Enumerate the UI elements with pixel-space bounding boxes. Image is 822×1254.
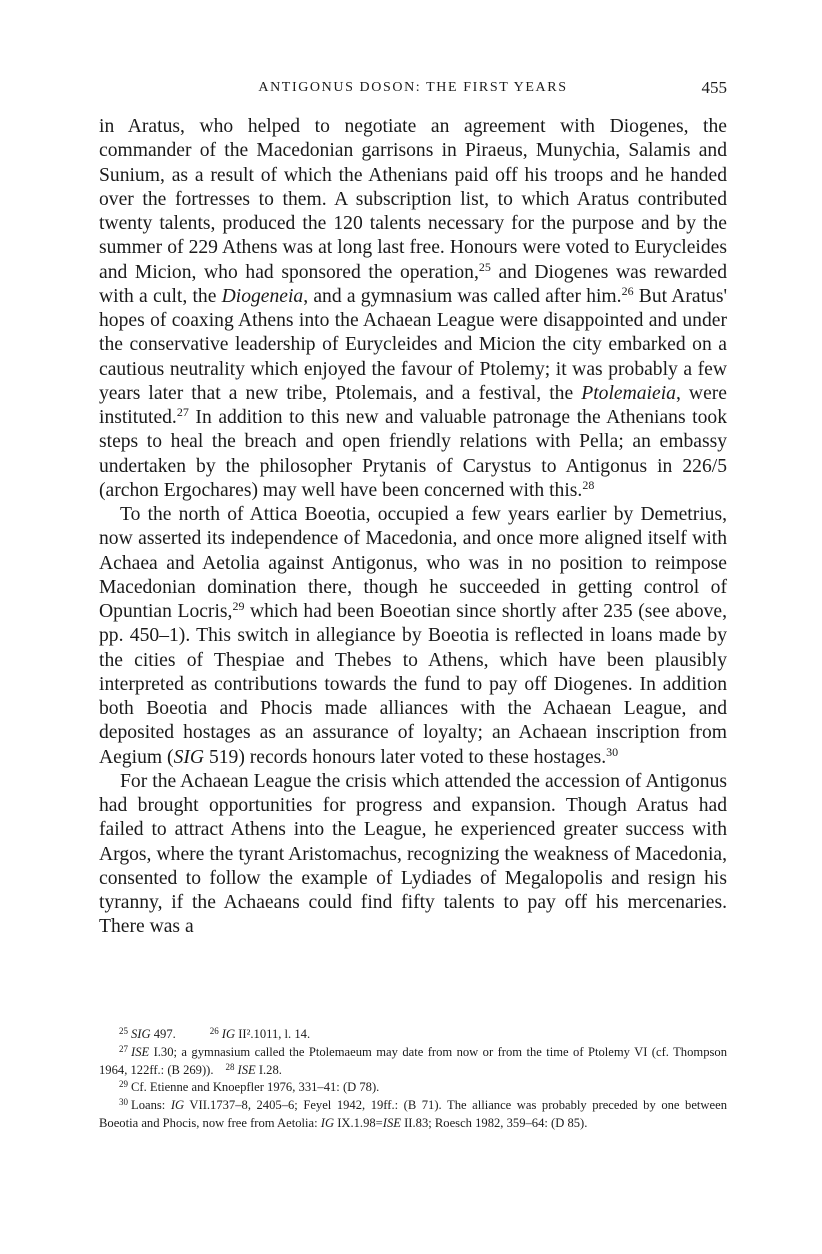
footnote-ref[interactable]: 29 xyxy=(232,599,245,613)
paragraph: For the Achaean League the crisis which attended the accession of Antigonus had brought opportunities for progress and expansion. Though Aratus had failed to attract Athens into the League, he experienced greater success with Argos, where the tyrant Aristomachus, recognizing the weakness of Macedonia, consented to follow the example of Lydiades of Megalopolis and resign his tyranny, if the Achaeans could find fifty talents to pay off his mercenaries. There was a xyxy=(99,770,727,938)
footnote-number: 28 xyxy=(225,1061,235,1072)
paragraph: in Aratus, who helped to negotiate an agreement with Diogenes, the commander of the Macedonian garrisons in Piraeus, Munychia, Salamis and Sunium, as a result of which the Athenians paid off his troops and he handed over the fortresses to them. A subscription list, to which Aratus contributed twenty talents, produced the 120 talents necessary for the purpose and by the summer of 229 Athens was at long last free. Honours were voted to Eurycleides and Micion, who had sponsored the operation,$^{25}$ and Diogenes was rewarded with a cult, the Diogeneia, and a gymnasium was called after him.$^{26}$ But Aratus' hopes of coaxing Athens into the Achaean League were disappointed and under the conservative leadership of Eurycleides and Micion the city embarked on a cautious neutrality which enjoyed the favour of Ptolemy; it was probably a few years later that a new tribe, Ptolemais, and a festival, the Ptolemaieia, were instituted.$^{27}$ In addition to this new and valuable patronage the Athenians took steps to heal the breach and open friendly relations with Pella; an embassy undertaken by the philosopher Prytanis of Carystus to Antigonus in 226/5 (archon Ergochares) may well have been concerned with this.$^{28}$ xyxy=(99,116,728,501)
footnote-ref[interactable]: 27 xyxy=(176,405,189,419)
footnote-ref[interactable]: 25 xyxy=(478,259,491,274)
running-header xyxy=(99,78,727,102)
footnote-26: $^{26}$ IG II².1011, l. 14. xyxy=(209,1026,311,1041)
page-number: 455 xyxy=(701,78,727,97)
footnote-25: $^{25}$ SIG 497. xyxy=(119,1026,176,1041)
paragraph: To the north of Attica Boeotia, occupied a few years earlier by Demetrius, now asserted its independence of Macedonia, and once more aligned itself with Achaea and Aetolia against Antigonus, who was in no position to reimpose Macedonian domination there, though he succeeded in getting control of Opuntian Locris,$^{29}$ which had been Boeotian since shortly after 235 (see above, pp. 450–1). This switch in allegiance by Boeotia is reflected in loans made by the cities of Thespiae and Thebes to Athens, which have been plausibly interpreted as contributions towards the fund to pay off Diogenes. In addition both Boeotia and Phocis made alliances with the Achaean League, and deposited hostages as an assurance of loyalty; an Achaean inscription from Aegium (SIG 519) records honours later voted to these hostages.$^{30}$ xyxy=(99,504,728,768)
footnote-number: 30 xyxy=(119,1097,128,1108)
footnote-29: $^{29}$ Cf. Etienne and Knoepfler 1976, 331–41: (D 78). xyxy=(119,1079,380,1095)
footnote-number: 26 xyxy=(209,1026,219,1036)
footnotes xyxy=(99,1026,727,1133)
footnote-line xyxy=(99,1026,727,1044)
footnote-ref[interactable]: 30 xyxy=(606,744,619,759)
footnote-27: $^{27}$ ISE I.30; a gymnasium called the Ptolemaeum may date from now or from the time of Ptolemy VI (cf. Thompson 1964, 122ff.: (B 269)). xyxy=(99,1043,727,1077)
main-text xyxy=(99,115,727,940)
footnote-ref[interactable]: 28 xyxy=(582,477,595,492)
footnote-28: $^{28}$ ISE I.28. xyxy=(225,1061,282,1077)
footnote-number: 29 xyxy=(119,1079,128,1090)
footnote-30: $^{30}$ Loans: IG VII.1737–8, 2405–6; Feyel 1942, 19ff.: (B 71). The alliance was probably preceded by one between Boeotia and Phocis, now free from Aetolia: IG IX.1.98=ISE II.83; Roesch 1982, 359–64: (D 85). xyxy=(99,1097,727,1130)
footnote-line xyxy=(99,1044,727,1080)
footnote-number: 25 xyxy=(119,1026,128,1036)
footnote-ref[interactable]: 26 xyxy=(621,283,634,298)
running-head: ANTIGONUS DOSON: THE FIRST YEARS xyxy=(258,80,568,95)
footnote-number: 27 xyxy=(119,1043,128,1054)
